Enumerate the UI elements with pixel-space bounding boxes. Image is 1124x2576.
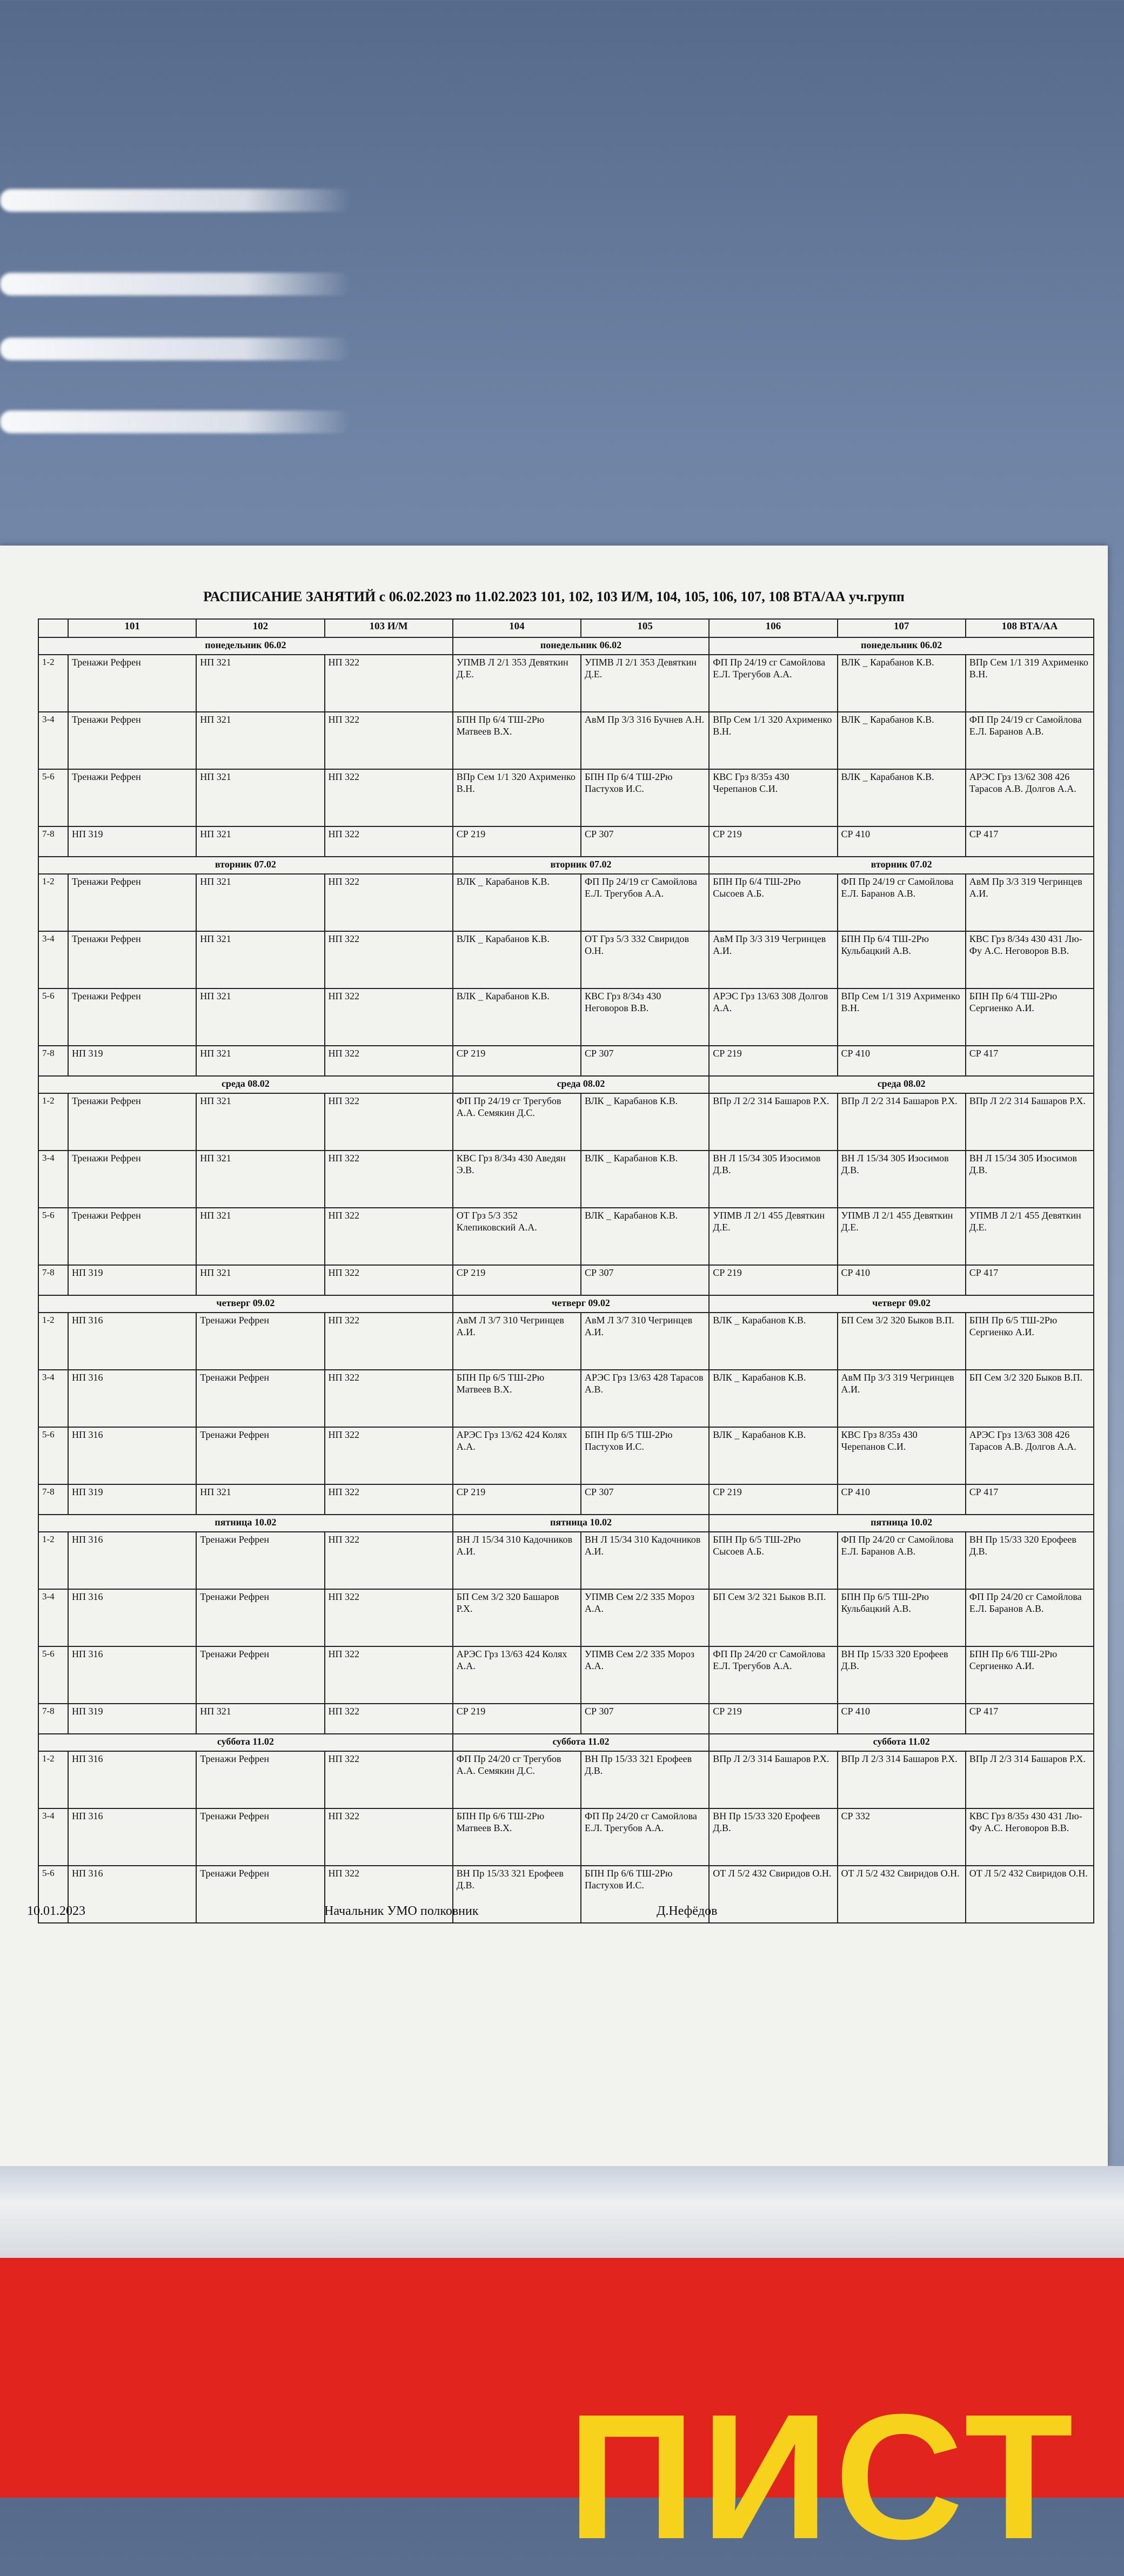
lesson-cell: Тренажи Рефрен — [196, 1751, 324, 1808]
lesson-row — [38, 1313, 1094, 1370]
lesson-cell: ФП Пр 24/20 сг Самойлова Е.Л. Баранов А.В. — [838, 1532, 966, 1589]
lesson-cell: СР 219 — [453, 826, 581, 857]
lesson-cell: НП 322 — [325, 931, 453, 988]
pair-number: 3-4 — [38, 931, 68, 988]
lesson-row — [38, 1208, 1094, 1265]
lesson-cell: НП 319 — [68, 1484, 196, 1515]
lesson-cell: ВЛК _ Карабанов К.В. — [838, 769, 966, 826]
pair-number: 1-2 — [38, 874, 68, 931]
lesson-cell: СР 219 — [709, 1046, 837, 1076]
lesson-cell: НП 321 — [196, 769, 324, 826]
lesson-cell: НП 316 — [68, 1808, 196, 1866]
schedule-table — [38, 618, 1094, 1923]
lesson-cell: ФП Пр 24/19 сг Самойлова Е.Л. Трегубов А.А. — [581, 874, 709, 931]
lesson-cell: СР 219 — [709, 1265, 837, 1295]
lesson-row — [38, 1646, 1094, 1704]
lesson-cell: НП 321 — [196, 1208, 324, 1265]
lesson-row — [38, 874, 1094, 931]
lesson-cell: УПМВ Л 2/1 455 Девяткин Д.Е. — [709, 1208, 837, 1265]
lesson-cell: ОТ Грз 5/3 352 Клепиковский А.А. — [453, 1208, 581, 1265]
group-header: 103 И/М — [325, 619, 453, 637]
lesson-cell: НП 321 — [196, 655, 324, 712]
pair-number: 7-8 — [38, 826, 68, 857]
day-label: суббота 11.02 — [38, 1734, 453, 1751]
lesson-cell: НП 316 — [68, 1751, 196, 1808]
pair-number: 7-8 — [38, 1484, 68, 1515]
lesson-cell: ФП Пр 24/20 сг Самойлова Е.Л. Трегубов А.А. — [581, 1808, 709, 1866]
lesson-cell: ВПр Сем 1/1 320 Ахрименко В.Н. — [709, 712, 837, 769]
lesson-cell: ВПр Л 2/2 314 Башаров Р.Х. — [966, 1093, 1094, 1151]
lesson-cell: ВЛК _ Карабанов К.В. — [709, 1313, 837, 1370]
lesson-row — [38, 1151, 1094, 1208]
lesson-cell: СР 410 — [838, 1704, 966, 1734]
light-reflection — [0, 411, 351, 433]
lesson-cell: Тренажи Рефрен — [196, 1532, 324, 1589]
day-label: пятница 10.02 — [453, 1515, 710, 1532]
lesson-row — [38, 1265, 1094, 1295]
pair-number: 5-6 — [38, 1427, 68, 1484]
lesson-row — [38, 1370, 1094, 1427]
lesson-cell: АРЭС Грз 13/62 424 Колях А.А. — [453, 1427, 581, 1484]
day-header-row — [38, 1734, 1094, 1751]
lesson-cell: НП 322 — [325, 1093, 453, 1151]
day-label: четверг 09.02 — [453, 1295, 710, 1313]
lesson-cell: ОТ Л 5/2 432 Свиридов О.Н. — [838, 1866, 966, 1923]
lesson-cell: ФП Пр 24/19 сг Трегубов А.А. Семякин Д.С. — [453, 1093, 581, 1151]
lesson-cell: СР 417 — [966, 826, 1094, 857]
lesson-cell: УПМВ Сем 2/2 335 Мороз А.А. — [581, 1646, 709, 1704]
lesson-cell: Тренажи Рефрен — [68, 874, 196, 931]
lesson-row — [38, 1484, 1094, 1515]
lesson-cell: НП 316 — [68, 1866, 196, 1923]
lesson-cell: СР 417 — [966, 1484, 1094, 1515]
lesson-cell: БПН Пр 6/5 ТШ-2Рю Кульбацкий А.В. — [838, 1589, 966, 1646]
lesson-cell: НП 321 — [196, 1265, 324, 1295]
lesson-cell: НП 316 — [68, 1532, 196, 1589]
lesson-cell: СР 332 — [838, 1808, 966, 1866]
lesson-cell: АРЭС Грз 13/63 428 Тарасов А.В. — [581, 1370, 709, 1427]
group-header: 102 — [196, 619, 324, 637]
lesson-cell: АвМ Пр 3/3 319 Чегринцев А.И. — [838, 1370, 966, 1427]
lesson-cell: НП 322 — [325, 874, 453, 931]
lesson-cell: ВН Пр 15/33 321 Ерофеев Д.В. — [581, 1751, 709, 1808]
day-label: понедельник 06.02 — [709, 637, 1094, 655]
day-label: среда 08.02 — [453, 1076, 710, 1093]
lesson-cell: ВЛК _ Карабанов К.В. — [453, 988, 581, 1046]
lesson-cell: ФП Пр 24/19 сг Самойлова Е.Л. Баранов А.В. — [838, 874, 966, 931]
lesson-cell: ВН Л 15/34 305 Изосимов Д.В. — [966, 1151, 1094, 1208]
lesson-cell: НП 322 — [325, 1484, 453, 1515]
lesson-cell: ВПр Л 2/2 314 Башаров Р.Х. — [838, 1093, 966, 1151]
lesson-cell: НП 316 — [68, 1427, 196, 1484]
lesson-row — [38, 1866, 1094, 1923]
lesson-cell: СР 410 — [838, 826, 966, 857]
lesson-cell: ФП Пр 24/20 сг Трегубов А.А. Семякин Д.С. — [453, 1751, 581, 1808]
lesson-cell: СР 219 — [709, 826, 837, 857]
lesson-row — [38, 1427, 1094, 1484]
lesson-cell: НП 321 — [196, 1484, 324, 1515]
day-header-row — [38, 1076, 1094, 1093]
day-header-row — [38, 1295, 1094, 1313]
lesson-cell: БПН Пр 6/5 ТШ-2Рю Пастухов И.С. — [581, 1427, 709, 1484]
lesson-row — [38, 1808, 1094, 1866]
lesson-cell: ВН Пр 15/33 321 Ерофеев Д.В. — [453, 1866, 581, 1923]
lesson-cell: АвМ Л 3/7 310 Чегринцев А.И. — [453, 1313, 581, 1370]
footer-date: 10.01.2023 — [27, 1904, 85, 1918]
pair-number: 7-8 — [38, 1046, 68, 1076]
group-header: 106 — [709, 619, 837, 637]
lesson-cell: ФП Пр 24/19 сг Самойлова Е.Л. Баранов А.В. — [966, 712, 1094, 769]
schedule-sheet — [0, 546, 1108, 2166]
lesson-cell: НП 322 — [325, 1866, 453, 1923]
lesson-cell: ВПр Л 2/3 314 Башаров Р.Х. — [966, 1751, 1094, 1808]
lesson-cell: АвМ Пр 3/3 319 Чегринцев А.И. — [966, 874, 1094, 931]
lesson-cell: НП 322 — [325, 826, 453, 857]
lesson-cell: ФП Пр 24/19 сг Самойлова Е.Л. Трегубов А.А. — [709, 655, 837, 712]
lesson-cell: Тренажи Рефрен — [68, 769, 196, 826]
lesson-cell: НП 322 — [325, 1808, 453, 1866]
day-label: среда 08.02 — [709, 1076, 1094, 1093]
lesson-cell: КВС Грз 8/35з 430 Черепанов С.И. — [838, 1427, 966, 1484]
pair-number: 7-8 — [38, 1704, 68, 1734]
pair-number: 5-6 — [38, 1866, 68, 1923]
lesson-cell: НП 322 — [325, 1208, 453, 1265]
lesson-cell: НП 321 — [196, 1093, 324, 1151]
lesson-cell: ВН Пр 15/33 320 Ерофеев Д.В. — [709, 1808, 837, 1866]
lesson-cell: СР 219 — [709, 1484, 837, 1515]
lesson-cell: НП 322 — [325, 988, 453, 1046]
banner-text: ПИСТ — [567, 2377, 1079, 2576]
lesson-cell: ВЛК _ Карабанов К.В. — [709, 1427, 837, 1484]
lesson-cell: БП Сем 3/2 320 Быков В.П. — [966, 1370, 1094, 1427]
lesson-cell: АРЭС Грз 13/63 308 426 Тарасов А.В. Долгов А.А. — [966, 1427, 1094, 1484]
pair-number: 5-6 — [38, 769, 68, 826]
lesson-cell: БП Сем 3/2 321 Быков В.П. — [709, 1589, 837, 1646]
lesson-cell: ВН Л 15/34 305 Изосимов Д.В. — [838, 1151, 966, 1208]
lesson-cell: ОТ Л 5/2 432 Свиридов О.Н. — [709, 1866, 837, 1923]
lesson-cell: СР 219 — [453, 1046, 581, 1076]
lesson-row — [38, 769, 1094, 826]
lesson-row — [38, 655, 1094, 712]
lesson-cell: СР 417 — [966, 1704, 1094, 1734]
lesson-cell: СР 307 — [581, 1046, 709, 1076]
pair-number: 3-4 — [38, 1589, 68, 1646]
lesson-cell: НП 322 — [325, 1589, 453, 1646]
lesson-cell: БП Сем 3/2 320 Башаров Р.Х. — [453, 1589, 581, 1646]
lesson-cell: СР 307 — [581, 826, 709, 857]
lesson-cell: УПМВ Л 2/1 353 Девяткин Д.Е. — [453, 655, 581, 712]
lesson-cell: Тренажи Рефрен — [196, 1427, 324, 1484]
lesson-cell: НП 322 — [325, 1427, 453, 1484]
lesson-cell: БПН Пр 6/5 ТШ-2Рю Сысоев А.Б. — [709, 1532, 837, 1589]
lesson-cell: НП 322 — [325, 1751, 453, 1808]
day-label: пятница 10.02 — [38, 1515, 453, 1532]
lesson-cell: НП 319 — [68, 1046, 196, 1076]
lesson-cell: Тренажи Рефрен — [68, 988, 196, 1046]
pair-number: 1-2 — [38, 1751, 68, 1808]
lesson-cell: ОТ Л 5/2 432 Свиридов О.Н. — [966, 1866, 1094, 1923]
lesson-cell: СР 410 — [838, 1046, 966, 1076]
day-label: среда 08.02 — [38, 1076, 453, 1093]
lesson-cell: ВН Л 15/34 310 Кадочников А.И. — [581, 1532, 709, 1589]
lesson-cell: АвМ Пр 3/3 319 Чегринцев А.И. — [709, 931, 837, 988]
day-label: четверг 09.02 — [38, 1295, 453, 1313]
lesson-cell: НП 321 — [196, 1704, 324, 1734]
lesson-cell: ВЛК _ Карабанов К.В. — [581, 1151, 709, 1208]
lesson-cell: ВН Л 15/34 305 Изосимов Д.В. — [709, 1151, 837, 1208]
lesson-cell: СР 417 — [966, 1046, 1094, 1076]
lesson-cell: НП 322 — [325, 1151, 453, 1208]
lesson-row — [38, 1532, 1094, 1589]
day-label: понедельник 06.02 — [453, 637, 710, 655]
lesson-cell: ВЛК _ Карабанов К.В. — [453, 931, 581, 988]
lesson-cell: СР 219 — [453, 1265, 581, 1295]
day-label: суббота 11.02 — [453, 1734, 710, 1751]
lesson-cell: НП 321 — [196, 931, 324, 988]
lesson-cell: БПН Пр 6/6 ТШ-2Рю Матвеев В.Х. — [453, 1808, 581, 1866]
wall-ledge — [0, 2166, 1124, 2258]
lesson-cell: Тренажи Рефрен — [196, 1313, 324, 1370]
lesson-cell: Тренажи Рефрен — [196, 1370, 324, 1427]
lesson-cell: ВЛК _ Карабанов К.В. — [709, 1370, 837, 1427]
pair-number: 3-4 — [38, 1808, 68, 1866]
lesson-cell: НП 321 — [196, 874, 324, 931]
lesson-cell: НП 319 — [68, 826, 196, 857]
group-header: 104 — [453, 619, 581, 637]
lesson-cell: СР 219 — [453, 1704, 581, 1734]
schedule-title: РАСПИСАНИЕ ЗАНЯТИЙ с 06.02.2023 по 11.02.2023 101, 102, 103 И/М, 104, 105, 106, 107, 108 ВТА/АА уч.групп — [203, 589, 905, 604]
lesson-row — [38, 826, 1094, 857]
lesson-cell: УПМВ Сем 2/2 335 Мороз А.А. — [581, 1589, 709, 1646]
lesson-cell: НП 322 — [325, 1532, 453, 1589]
lesson-cell: СР 410 — [838, 1265, 966, 1295]
lesson-cell: Тренажи Рефрен — [196, 1646, 324, 1704]
lesson-cell: АРЭС Грз 13/62 308 426 Тарасов А.В. Долгов А.А. — [966, 769, 1094, 826]
lesson-cell: НП 316 — [68, 1370, 196, 1427]
lesson-cell: Тренажи Рефрен — [68, 1151, 196, 1208]
lesson-cell: СР 307 — [581, 1265, 709, 1295]
day-label: пятница 10.02 — [709, 1515, 1094, 1532]
lesson-cell: НП 316 — [68, 1646, 196, 1704]
lesson-cell: НП 322 — [325, 769, 453, 826]
lesson-cell: НП 322 — [325, 1265, 453, 1295]
day-label: вторник 07.02 — [709, 857, 1094, 874]
lesson-row — [38, 1751, 1094, 1808]
lesson-cell: ВПр Сем 1/1 319 Ахрименко В.Н. — [838, 988, 966, 1046]
pair-number: 1-2 — [38, 1313, 68, 1370]
lesson-cell: СР 417 — [966, 1265, 1094, 1295]
lesson-cell: НП 316 — [68, 1313, 196, 1370]
lesson-cell: КВС Грз 8/34з 430 431 Лю-Фу А.С. Неговоров В.В. — [966, 931, 1094, 988]
lesson-cell: БПН Пр 6/4 ТШ-2Рю Кульбацкий А.В. — [838, 931, 966, 988]
lesson-cell: КВС Грз 8/34з 430 Неговоров В.В. — [581, 988, 709, 1046]
day-header-row — [38, 857, 1094, 874]
lesson-cell: СР 307 — [581, 1484, 709, 1515]
lesson-cell: НП 321 — [196, 1046, 324, 1076]
lesson-cell: ВН Пр 15/33 320 Ерофеев Д.В. — [966, 1532, 1094, 1589]
lesson-cell: НП 322 — [325, 1646, 453, 1704]
lesson-cell: ОТ Грз 5/3 332 Свиридов О.Н. — [581, 931, 709, 988]
lesson-cell: АвМ Пр 3/3 316 Бучнев А.Н. — [581, 712, 709, 769]
lesson-cell: СР 219 — [453, 1484, 581, 1515]
lesson-cell: НП 322 — [325, 1046, 453, 1076]
lesson-cell: ФП Пр 24/20 сг Самойлова Е.Л. Трегубов А.А. — [709, 1646, 837, 1704]
lesson-cell: УПМВ Л 2/1 455 Девяткин Д.Е. — [966, 1208, 1094, 1265]
day-label: вторник 07.02 — [453, 857, 710, 874]
lesson-row — [38, 1046, 1094, 1076]
footer-position: Начальник УМО полковник — [324, 1904, 479, 1918]
lesson-cell: НП 316 — [68, 1589, 196, 1646]
pair-number: 3-4 — [38, 1370, 68, 1427]
lesson-cell: НП 322 — [325, 1370, 453, 1427]
day-header-row — [38, 637, 1094, 655]
lesson-cell: НП 322 — [325, 1704, 453, 1734]
lesson-cell: Тренажи Рефрен — [196, 1808, 324, 1866]
lesson-cell: СР 307 — [581, 1704, 709, 1734]
day-label: вторник 07.02 — [38, 857, 453, 874]
lesson-cell: ФП Пр 24/20 сг Самойлова Е.Л. Баранов А.В. — [966, 1589, 1094, 1646]
lesson-cell: ВПр Л 2/3 314 Башаров Р.Х. — [838, 1751, 966, 1808]
lesson-cell: КВС Грз 8/34з 430 Аведян Э.В. — [453, 1151, 581, 1208]
lesson-cell: КВС Грз 8/35з 430 Черепанов С.И. — [709, 769, 837, 826]
light-reflection — [0, 273, 351, 295]
lesson-cell: ВЛК _ Карабанов К.В. — [838, 655, 966, 712]
pair-number: 1-2 — [38, 1532, 68, 1589]
lesson-row — [38, 712, 1094, 769]
lesson-cell: БПН Пр 6/6 ТШ-2Рю Сергиенко А.И. — [966, 1646, 1094, 1704]
lesson-cell: БПН Пр 6/4 ТШ-2Рю Матвеев В.Х. — [453, 712, 581, 769]
lesson-cell: СР 219 — [709, 1704, 837, 1734]
lesson-cell: УПМВ Л 2/1 353 Девяткин Д.Е. — [581, 655, 709, 712]
lesson-cell: АРЭС Грз 13/63 424 Колях А.А. — [453, 1646, 581, 1704]
lesson-cell: СР 410 — [838, 1484, 966, 1515]
group-header-row — [38, 619, 1094, 637]
lesson-cell: НП 319 — [68, 1704, 196, 1734]
lesson-cell: Тренажи Рефрен — [68, 931, 196, 988]
lesson-cell: БПН Пр 6/5 ТШ-2Рю Сергиенко А.И. — [966, 1313, 1094, 1370]
pair-number: 1-2 — [38, 1093, 68, 1151]
lesson-cell: ВЛК _ Карабанов К.В. — [581, 1208, 709, 1265]
lesson-cell: Тренажи Рефрен — [68, 655, 196, 712]
lesson-cell: ВЛК _ Карабанов К.В. — [581, 1093, 709, 1151]
lesson-cell: ВПр Сем 1/1 320 Ахрименко В.Н. — [453, 769, 581, 826]
lesson-cell: НП 321 — [196, 988, 324, 1046]
lesson-cell: Тренажи Рефрен — [68, 712, 196, 769]
lesson-cell: Тренажи Рефрен — [68, 1208, 196, 1265]
group-header: 101 — [68, 619, 196, 637]
day-label: суббота 11.02 — [709, 1734, 1094, 1751]
lesson-cell: ВЛК _ Карабанов К.В. — [453, 874, 581, 931]
lesson-row — [38, 1704, 1094, 1734]
day-label: понедельник 06.02 — [38, 637, 453, 655]
light-reflection — [0, 189, 351, 212]
lesson-cell: НП 321 — [196, 1151, 324, 1208]
lesson-row — [38, 931, 1094, 988]
lesson-cell: ВН Пр 15/33 320 Ерофеев Д.В. — [838, 1646, 966, 1704]
lesson-cell: ВН Л 15/34 310 Кадочников А.И. — [453, 1532, 581, 1589]
group-header: 107 — [838, 619, 966, 637]
lesson-row — [38, 1589, 1094, 1646]
lesson-cell: НП 321 — [196, 826, 324, 857]
group-header: 108 ВТА/АА — [966, 619, 1094, 637]
lesson-cell: Тренажи Рефрен — [196, 1589, 324, 1646]
lesson-cell: НП 321 — [196, 712, 324, 769]
day-header-row — [38, 1515, 1094, 1532]
lesson-cell: БПН Пр 6/4 ТШ-2Рю Пастухов И.С. — [581, 769, 709, 826]
pair-number: 7-8 — [38, 1265, 68, 1295]
lesson-cell: НП 322 — [325, 655, 453, 712]
pair-number: 5-6 — [38, 988, 68, 1046]
pair-number: 5-6 — [38, 1208, 68, 1265]
lesson-row — [38, 1093, 1094, 1151]
lesson-cell: БПН Пр 6/4 ТШ-2Рю Сергиенко А.И. — [966, 988, 1094, 1046]
lesson-cell: БПН Пр 6/6 ТШ-2Рю Пастухов И.С. — [581, 1866, 709, 1923]
lesson-cell: УПМВ Л 2/1 455 Девяткин Д.Е. — [838, 1208, 966, 1265]
lesson-cell: БПН Пр 6/4 ТШ-2Рю Сысоев А.Б. — [709, 874, 837, 931]
lesson-cell: НП 322 — [325, 712, 453, 769]
lesson-row — [38, 988, 1094, 1046]
pair-number: 3-4 — [38, 1151, 68, 1208]
pair-number: 1-2 — [38, 655, 68, 712]
pair-header — [38, 619, 68, 637]
lesson-cell: ВПр Л 2/3 314 Башаров Р.Х. — [709, 1751, 837, 1808]
pair-number: 5-6 — [38, 1646, 68, 1704]
lesson-cell: АвМ Л 3/7 310 Чегринцев А.И. — [581, 1313, 709, 1370]
footer-signature: Д.Нефёдов — [657, 1904, 718, 1918]
light-reflection — [0, 338, 351, 360]
lesson-cell: Тренажи Рефрен — [196, 1866, 324, 1923]
lesson-cell: КВС Грз 8/35з 430 431 Лю-Фу А.С. Неговоров В.В. — [966, 1808, 1094, 1866]
lesson-cell: ВЛК _ Карабанов К.В. — [838, 712, 966, 769]
lesson-cell: НП 322 — [325, 1313, 453, 1370]
lesson-cell: НП 319 — [68, 1265, 196, 1295]
pair-number: 3-4 — [38, 712, 68, 769]
group-header: 105 — [581, 619, 709, 637]
lesson-cell: БПН Пр 6/5 ТШ-2Рю Матвеев В.Х. — [453, 1370, 581, 1427]
lesson-cell: БП Сем 3/2 320 Быков В.П. — [838, 1313, 966, 1370]
lesson-cell: ВПр Сем 1/1 319 Ахрименко В.Н. — [966, 655, 1094, 712]
lesson-cell: ВПр Л 2/2 314 Башаров Р.Х. — [709, 1093, 837, 1151]
lesson-cell: Тренажи Рефрен — [68, 1093, 196, 1151]
day-label: четверг 09.02 — [709, 1295, 1094, 1313]
lesson-cell: АРЭС Грз 13/63 308 Долгов А.А. — [709, 988, 837, 1046]
